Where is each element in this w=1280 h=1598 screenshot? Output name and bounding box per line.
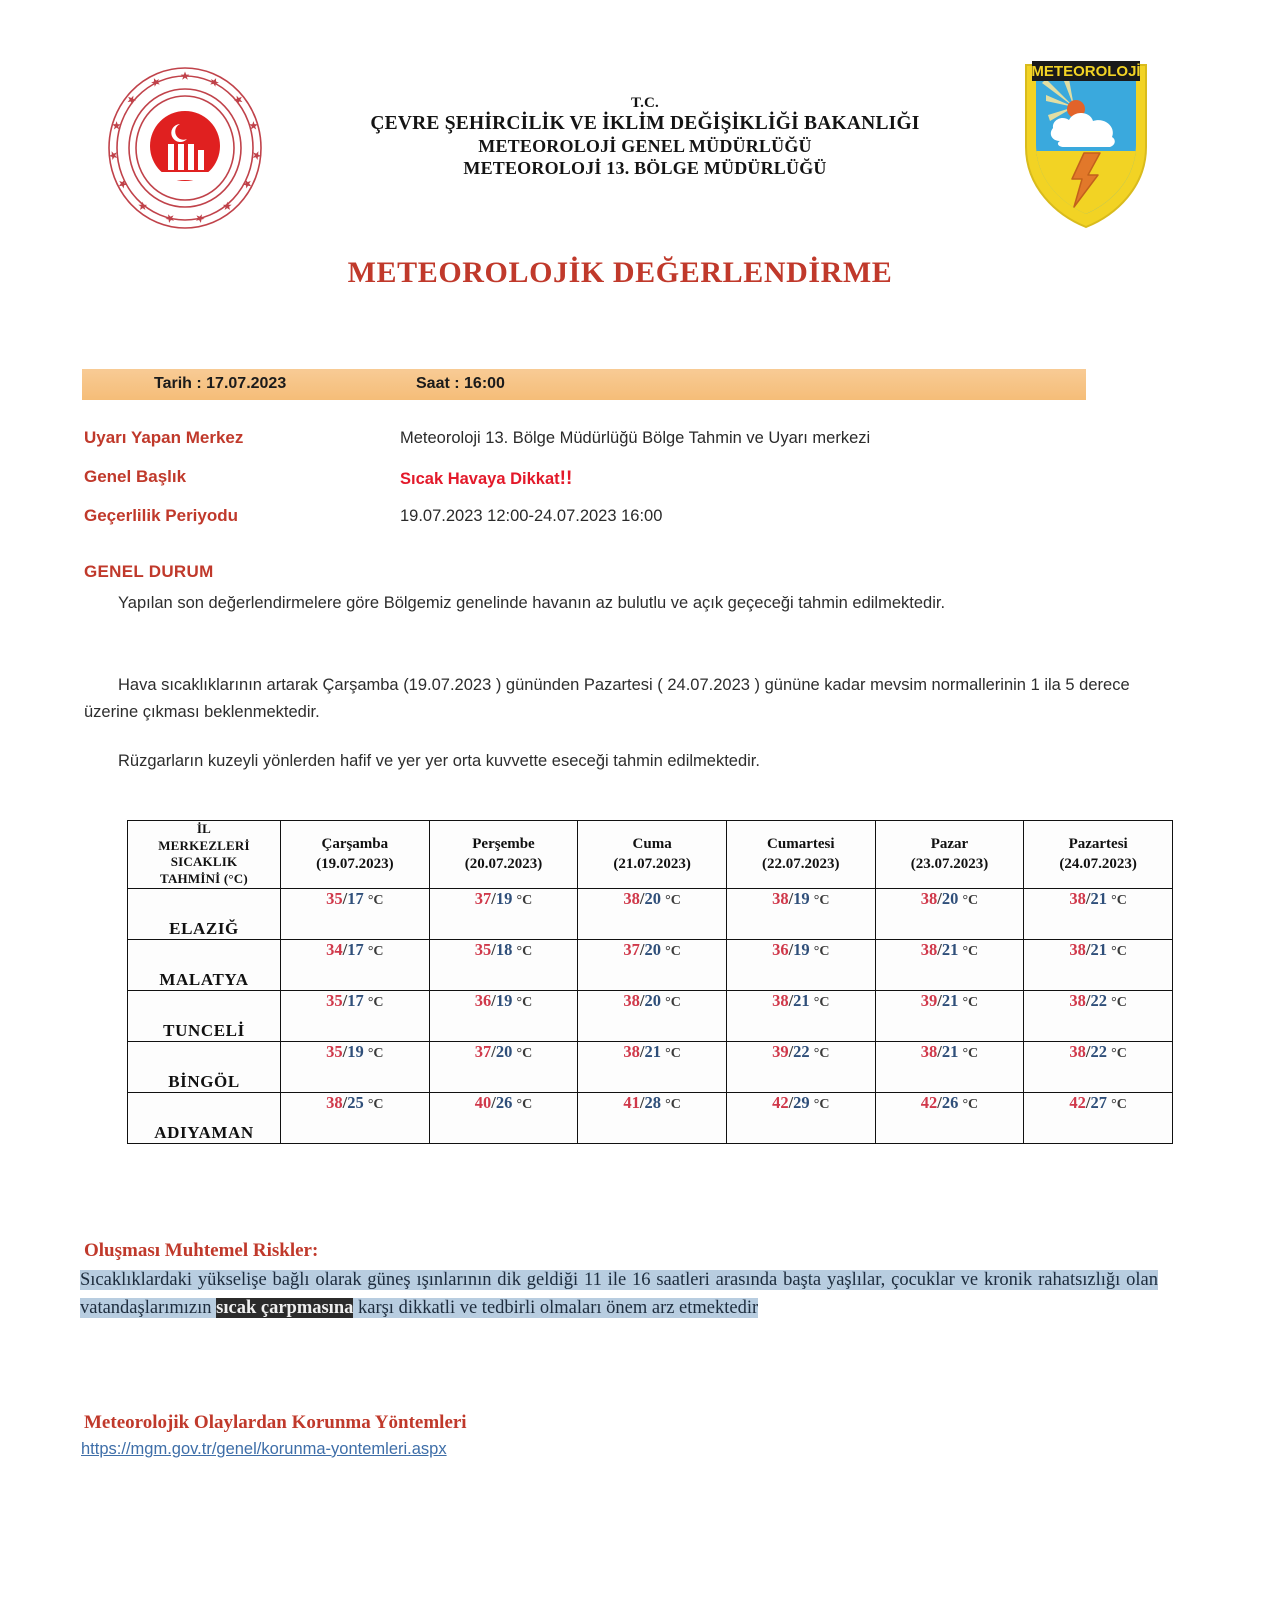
temperature-cell <box>1024 939 1173 990</box>
temperature-cell <box>429 888 578 939</box>
temp-max: 38 <box>1069 888 1086 908</box>
temp-unit: °C <box>1111 994 1127 1010</box>
temp-min: 17 <box>347 990 364 1010</box>
temp-max: 42 <box>1069 1092 1086 1112</box>
temp-unit: °C <box>516 892 533 908</box>
temp-unit: °C <box>1111 1096 1127 1112</box>
corner-header-line-2: MERKEZLERİ <box>158 837 250 853</box>
temp-max: 41 <box>623 1092 640 1112</box>
temp-min: 22 <box>793 1041 810 1061</box>
temp-max: 38 <box>623 990 640 1010</box>
temp-unit: °C <box>665 892 681 908</box>
temp-separator: / <box>937 1041 942 1061</box>
column-header-monday <box>1024 821 1173 889</box>
temp-separator: / <box>1085 1041 1091 1061</box>
temp-separator: / <box>788 1041 794 1061</box>
temp-min: 25 <box>347 1092 364 1112</box>
temp-min: 20 <box>495 1041 513 1061</box>
temp-min: 21 <box>644 1041 662 1061</box>
info-label-general-headline: Genel Başlık <box>84 467 187 486</box>
temp-max: 35 <box>326 1041 343 1061</box>
temp-unit: °C <box>665 943 681 959</box>
temperature-cell <box>726 888 875 939</box>
table-row <box>128 939 1173 990</box>
alert-exclamation: !! <box>559 468 573 489</box>
column-daydate: (22.07.2023) <box>762 856 840 873</box>
temperature-cell <box>875 990 1024 1041</box>
table-head <box>128 821 1173 889</box>
temp-unit: °C <box>813 892 830 908</box>
temp-separator: / <box>937 939 942 959</box>
temp-max: 38 <box>623 888 640 908</box>
date-time-bar <box>82 369 1086 400</box>
temp-separator: / <box>937 990 942 1010</box>
info-label-issuing-center: Uyarı Yapan Merkez <box>84 428 244 447</box>
temperature-cell <box>429 990 578 1041</box>
temp-max: 38 <box>623 1041 640 1061</box>
temp-separator: / <box>1085 990 1091 1010</box>
city-name-cell: TUNCELİ <box>128 990 281 1041</box>
temp-min: 18 <box>495 939 513 959</box>
temp-separator: / <box>788 888 794 908</box>
temp-max: 34 <box>326 939 343 959</box>
temp-separator: / <box>788 939 794 959</box>
temp-min: 28 <box>644 1092 662 1112</box>
temp-separator: / <box>639 1092 645 1112</box>
temp-min: 22 <box>1090 990 1108 1010</box>
temp-max: 37 <box>474 888 492 908</box>
city-name-cell: BİNGÖL <box>128 1041 281 1092</box>
table-row <box>128 990 1173 1041</box>
column-header-saturday <box>726 821 875 889</box>
temp-max: 38 <box>1069 990 1086 1010</box>
temp-unit: °C <box>813 994 830 1010</box>
temp-max: 35 <box>474 939 492 959</box>
column-header-sunday <box>875 821 1024 889</box>
temperature-cell <box>875 888 1024 939</box>
corner-header-line-4: TAHMİNİ (°C) <box>160 870 248 886</box>
risks-title: Oluşması Muhtemel Riskler: <box>84 1240 319 1261</box>
column-daydate: (20.07.2023) <box>464 856 543 873</box>
ministry-seal-icon <box>92 62 278 234</box>
temperature-cell <box>726 1041 875 1092</box>
temp-min: 22 <box>1090 1041 1108 1061</box>
temp-max: 38 <box>1069 939 1086 959</box>
temp-max: 37 <box>474 1041 492 1061</box>
column-dayname: Cuma <box>632 836 672 852</box>
header-line-region: METEOROLOJİ 13. BÖLGE MÜDÜRLÜĞÜ <box>463 158 827 179</box>
temp-min: 27 <box>1090 1092 1108 1112</box>
table-corner-header <box>128 821 281 889</box>
meteoroloji-shield-icon <box>1012 55 1160 235</box>
info-label-validity-period: Geçerlilik Periyodu <box>84 506 239 525</box>
temp-min: 21 <box>941 939 959 959</box>
city-name-cell: ADIYAMAN <box>128 1092 281 1143</box>
section-title-general-situation: GENEL DURUM <box>84 562 214 581</box>
temp-min: 19 <box>495 990 513 1010</box>
temp-unit: °C <box>962 943 979 959</box>
temp-separator: / <box>491 888 496 908</box>
temp-min: 26 <box>495 1092 513 1112</box>
info-value-issuing-center: Meteoroloji 13. Bölge Müdürlüğü Bölge Tahmin ve Uyarı merkezi <box>400 429 871 447</box>
column-daydate: (24.07.2023) <box>1059 856 1137 873</box>
temperature-cell <box>429 1041 578 1092</box>
table-body <box>128 888 1173 1143</box>
document-header <box>0 0 1280 240</box>
temp-unit: °C <box>516 1045 533 1061</box>
info-row-validity-period <box>84 506 1144 545</box>
page-title: METEOROLOJİK DEĞERLENDİRME <box>347 256 893 289</box>
temperature-forecast-table <box>127 820 1173 1144</box>
temperature-cell <box>1024 1041 1173 1092</box>
temperature-cell <box>281 1041 430 1092</box>
table-row <box>128 1092 1173 1143</box>
temp-min: 19 <box>793 888 810 908</box>
temp-unit: °C <box>516 1096 533 1112</box>
corner-header-line-3: SICAKLIK <box>170 854 238 870</box>
temp-min: 19 <box>793 939 810 959</box>
column-header-friday <box>578 821 727 889</box>
temp-max: 38 <box>920 888 938 908</box>
temperature-cell <box>578 1092 727 1143</box>
temp-unit: °C <box>516 943 533 959</box>
temp-separator: / <box>491 1041 496 1061</box>
header-line-directorate: METEOROLOJİ GENEL MÜDÜRLÜĞÜ <box>478 136 812 157</box>
city-name-cell: ELAZIĞ <box>128 888 281 939</box>
report-time: Saat : 16:00 <box>416 375 505 392</box>
risks-text-emphasis: sıcak çarpmasına <box>216 1298 354 1319</box>
temp-separator: / <box>342 939 348 959</box>
temperature-cell <box>726 939 875 990</box>
temperature-cell <box>429 939 578 990</box>
temp-unit: °C <box>367 892 384 908</box>
temp-unit: °C <box>367 943 384 959</box>
temp-max: 42 <box>772 1092 789 1112</box>
temp-max: 38 <box>326 1092 343 1112</box>
warning-info-block <box>84 428 1144 545</box>
temp-separator: / <box>788 990 794 1010</box>
temp-unit: °C <box>367 1096 384 1112</box>
general-situation-paragraph-3: Rüzgarların kuzeyli yönlerden hafif ve yer yer orta kuvvette eseceği tahmin edilmektedir. <box>118 752 760 770</box>
temp-separator: / <box>639 1041 645 1061</box>
temperature-cell <box>875 1041 1024 1092</box>
risks-text-part-2: karşı dikkatli ve tedbirli olmaları önem arz etmektedir <box>353 1298 759 1319</box>
temperature-forecast-table-wrapper <box>127 820 1173 1144</box>
temp-unit: °C <box>1111 1045 1127 1061</box>
temp-separator: / <box>491 939 496 959</box>
temperature-cell <box>281 1092 430 1143</box>
temp-separator: / <box>639 990 645 1010</box>
temp-max: 40 <box>474 1092 492 1112</box>
temp-min: 19 <box>347 1041 364 1061</box>
temp-unit: °C <box>962 994 979 1010</box>
column-dayname: Cumartesi <box>767 836 835 852</box>
temperature-cell <box>281 990 430 1041</box>
temperature-cell <box>726 1092 875 1143</box>
column-daydate: (21.07.2023) <box>613 856 691 873</box>
header-line-tc: T.C. <box>630 95 660 111</box>
temp-max: 36 <box>474 990 492 1010</box>
temp-min: 20 <box>644 939 662 959</box>
temp-min: 17 <box>347 888 364 908</box>
table-header-row <box>128 821 1173 889</box>
temp-min: 29 <box>793 1092 810 1112</box>
temp-max: 38 <box>772 990 789 1010</box>
temp-max: 38 <box>920 939 938 959</box>
city-name-cell: MALATYA <box>128 939 281 990</box>
temp-unit: °C <box>1111 892 1127 908</box>
temperature-cell <box>429 1092 578 1143</box>
table-row <box>128 888 1173 939</box>
temp-max: 39 <box>772 1041 789 1061</box>
temperature-cell <box>1024 1092 1173 1143</box>
temp-min: 20 <box>644 888 662 908</box>
temperature-cell <box>1024 990 1173 1041</box>
temp-separator: / <box>788 1092 794 1112</box>
temp-separator: / <box>937 888 942 908</box>
temp-separator: / <box>639 888 645 908</box>
temp-min: 21 <box>793 990 810 1010</box>
temp-unit: °C <box>813 1096 830 1112</box>
temp-min: 21 <box>1090 939 1108 959</box>
column-dayname: Perşembe <box>472 836 535 852</box>
risks-text-part-1: Sıcaklıklardaki yükselişe bağlı olarak güneş ışınlarının dik geldiği 11 ile 16 saatleri arasında başta yaşlılar, çocuklar ve kronik rahatsızlığı olan vatandaşlarımızın <box>80 1270 1158 1319</box>
general-situation-paragraph-2: Hava sıcaklıklarının artarak Çarşamba (19.07.2023 ) gününden Pazartesi ( 24.07.2023 ) gününe kadar mevsim normallerinin 1 ila 5 derece üzerine çıkması beklenmektedir. <box>84 676 1130 721</box>
temp-min: 26 <box>941 1092 959 1112</box>
temp-max: 37 <box>623 939 640 959</box>
header-line-ministry: ÇEVRE ŞEHİRCİLİK VE İKLİM DEĞİŞİKLİĞİ BAKANLIĞI <box>370 113 920 135</box>
temperature-cell <box>726 990 875 1041</box>
temp-separator: / <box>937 1092 942 1112</box>
temp-unit: °C <box>962 1045 979 1061</box>
temp-unit: °C <box>1111 943 1127 959</box>
temp-max: 38 <box>1069 1041 1086 1061</box>
temp-separator: / <box>1085 939 1091 959</box>
alert-text: Sıcak Havaya Dikkat <box>400 470 560 488</box>
temp-separator: / <box>1085 1092 1091 1112</box>
temperature-cell <box>578 990 727 1041</box>
column-header-thursday <box>429 821 578 889</box>
temp-min: 20 <box>941 888 959 908</box>
temp-separator: / <box>491 990 496 1010</box>
temperature-cell <box>875 1092 1024 1143</box>
temp-max: 42 <box>920 1092 938 1112</box>
report-date: Tarih : 17.07.2023 <box>154 375 287 392</box>
temp-separator: / <box>342 990 348 1010</box>
temp-min: 21 <box>1090 888 1108 908</box>
column-dayname: Pazartesi <box>1068 836 1128 852</box>
ministry-title-block <box>300 94 990 180</box>
temp-separator: / <box>342 888 348 908</box>
temp-min: 17 <box>347 939 364 959</box>
temperature-cell <box>281 939 430 990</box>
temp-min: 20 <box>644 990 662 1010</box>
info-value-general-headline <box>400 468 572 490</box>
table-row <box>128 1041 1173 1092</box>
shield-banner-label: METEOROLOJİ <box>1031 63 1141 80</box>
temp-unit: °C <box>813 943 830 959</box>
temp-max: 38 <box>920 1041 938 1061</box>
temp-unit: °C <box>367 1045 384 1061</box>
temp-unit: °C <box>813 1045 830 1061</box>
temperature-cell <box>578 1041 727 1092</box>
temp-separator: / <box>342 1041 348 1061</box>
info-row-issuing-center <box>84 428 1144 467</box>
temp-separator: / <box>491 1092 496 1112</box>
column-dayname: Çarşamba <box>321 836 389 852</box>
temp-unit: °C <box>665 1045 681 1061</box>
temp-separator: / <box>342 1092 348 1112</box>
temp-unit: °C <box>665 1096 681 1112</box>
column-dayname: Pazar <box>930 836 969 852</box>
temp-separator: / <box>1085 888 1091 908</box>
temp-min: 21 <box>941 1041 959 1061</box>
general-situation-paragraph-1: Yapılan son değerlendirmelere göre Bölgemiz genelinde havanın az bulutlu ve açık geçeceği tahmin edilmektedir. <box>118 594 946 612</box>
temp-unit: °C <box>665 994 681 1010</box>
temp-max: 39 <box>920 990 938 1010</box>
temp-unit: °C <box>516 994 533 1010</box>
temp-max: 35 <box>326 990 343 1010</box>
temp-max: 38 <box>772 888 789 908</box>
risks-paragraph <box>80 1266 1158 1322</box>
column-daydate: (23.07.2023) <box>910 856 989 873</box>
temperature-cell <box>578 888 727 939</box>
temp-separator: / <box>639 939 645 959</box>
temp-unit: °C <box>367 994 384 1010</box>
footer-heading: Meteorolojik Olaylardan Korunma Yöntemleri <box>84 1412 467 1433</box>
temperature-cell <box>281 888 430 939</box>
temp-unit: °C <box>962 1096 979 1112</box>
column-header-wednesday <box>281 821 430 889</box>
temp-max: 35 <box>326 888 343 908</box>
temperature-cell <box>1024 888 1173 939</box>
column-daydate: (19.07.2023) <box>316 856 394 873</box>
protection-methods-link[interactable]: https://mgm.gov.tr/genel/korunma-yontemleri.aspx <box>81 1440 447 1458</box>
temperature-cell <box>875 939 1024 990</box>
info-value-validity-period: 19.07.2023 12:00-24.07.2023 16:00 <box>400 507 663 525</box>
corner-header-line-1: İL <box>196 821 212 836</box>
temp-min: 19 <box>495 888 513 908</box>
temp-unit: °C <box>962 892 979 908</box>
temperature-cell <box>578 939 727 990</box>
temp-max: 36 <box>772 939 789 959</box>
info-row-general-headline <box>84 467 1144 506</box>
temp-min: 21 <box>941 990 959 1010</box>
